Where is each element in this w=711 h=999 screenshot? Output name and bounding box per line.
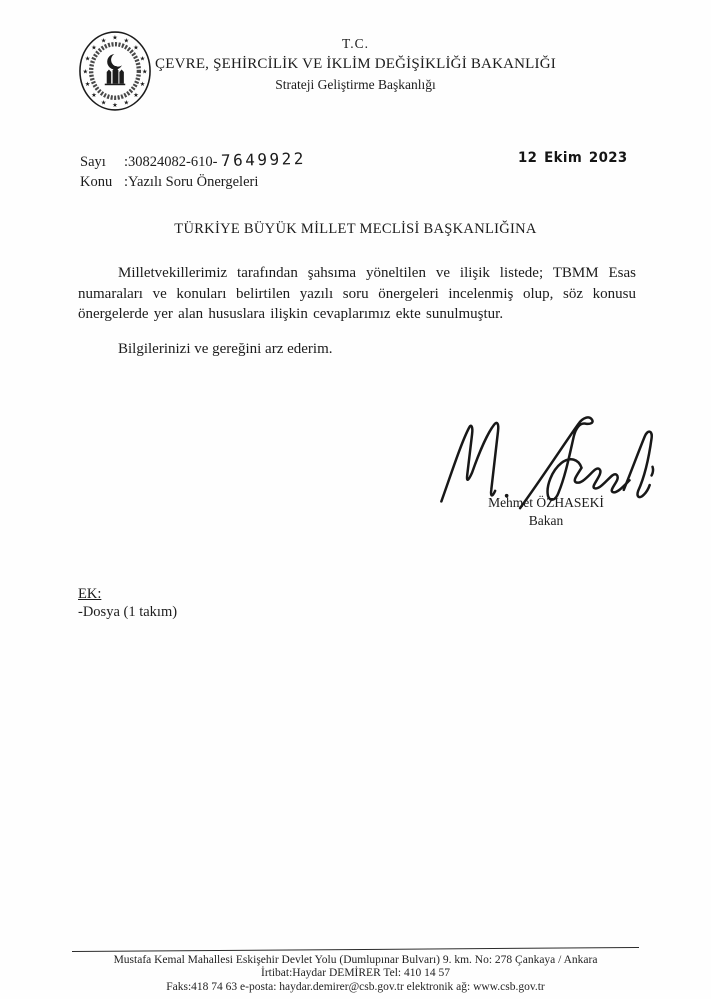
svg-text:★: ★ xyxy=(100,37,107,45)
konu-label: Konu xyxy=(80,174,113,190)
letterhead-tc: T.C. xyxy=(342,36,369,51)
attachment-item: -Dosya (1 takım) xyxy=(78,603,178,620)
svg-text:★: ★ xyxy=(100,99,107,107)
recipient-title: TÜRKİYE BÜYÜK MİLLET MECLİSİ BAŞKANLIĞINA xyxy=(174,221,537,237)
signer-name: Mehmet ÖZHASEKİ xyxy=(488,495,604,510)
date-stamp: 12 Ekim 2023 xyxy=(518,150,628,166)
svg-text:★: ★ xyxy=(133,92,139,100)
svg-text:★: ★ xyxy=(84,81,91,89)
sayi-handwritten-number: 7649922 xyxy=(220,148,307,171)
konu-row xyxy=(80,172,306,192)
footer xyxy=(0,949,711,995)
svg-text:★: ★ xyxy=(139,55,146,63)
konu-value: :Yazılı Soru Önergeleri xyxy=(124,174,259,190)
reference-block xyxy=(80,148,307,192)
sayi-value: :30824082-610- xyxy=(124,154,218,170)
attachment-label: EK: xyxy=(78,586,102,602)
sayi-label: Sayı xyxy=(80,154,106,170)
attachment-block xyxy=(78,586,177,621)
svg-text:★: ★ xyxy=(82,68,89,76)
svg-text:★: ★ xyxy=(91,92,97,100)
letterhead-ministry: ÇEVRE, ŞEHİRCİLİK VE İKLİM DEĞİŞİKLİĞİ BAKANLIĞI xyxy=(155,56,556,72)
footer-divider xyxy=(72,947,639,952)
svg-text:★: ★ xyxy=(112,34,118,42)
svg-text:★: ★ xyxy=(139,81,146,89)
svg-text:★: ★ xyxy=(91,44,97,52)
footer-fax-email: Faks:418 74 63 e-posta: haydar.demirer@csb.gov.tr elektronik ağ: www.csb.gov.tr xyxy=(166,980,545,993)
footer-address: Mustafa Kemal Mahallesi Eskişehir Devlet Yolu (Dumlupınar Bulvarı) 9. km. No: 278 Çankaya / Ankara xyxy=(113,953,598,966)
letter-body xyxy=(78,263,636,359)
sayi-row xyxy=(80,148,307,172)
svg-text:★: ★ xyxy=(123,37,130,45)
signer-title: Bakan xyxy=(528,513,564,528)
svg-text:★: ★ xyxy=(133,44,139,52)
svg-text:★: ★ xyxy=(123,99,130,107)
footer-contact: İrtibat:Haydar DEMİRER Tel: 410 14 57 xyxy=(260,967,451,979)
svg-text:★: ★ xyxy=(141,68,148,76)
signature-block xyxy=(426,415,666,529)
body-paragraph-1: Milletvekillerimiz tarafından şahsıma yöneltilen ve ilişik listede; TBMM Esas numaraları ve konuları belirtilen yazılı soru önergeleri incelenmiş olup, söz konusu önergelerde yer alan hususlara ilişkin cevaplarımız ekte sunulmuştur. xyxy=(78,265,636,322)
svg-text:★: ★ xyxy=(84,55,91,63)
svg-text:★: ★ xyxy=(112,101,118,109)
letterhead-department: Strateji Geliştirme Başkanlığı xyxy=(275,77,436,92)
letterhead xyxy=(0,36,711,93)
body-paragraph-2: Bilgilerinizi ve gereğini arz ederim. xyxy=(118,340,333,357)
